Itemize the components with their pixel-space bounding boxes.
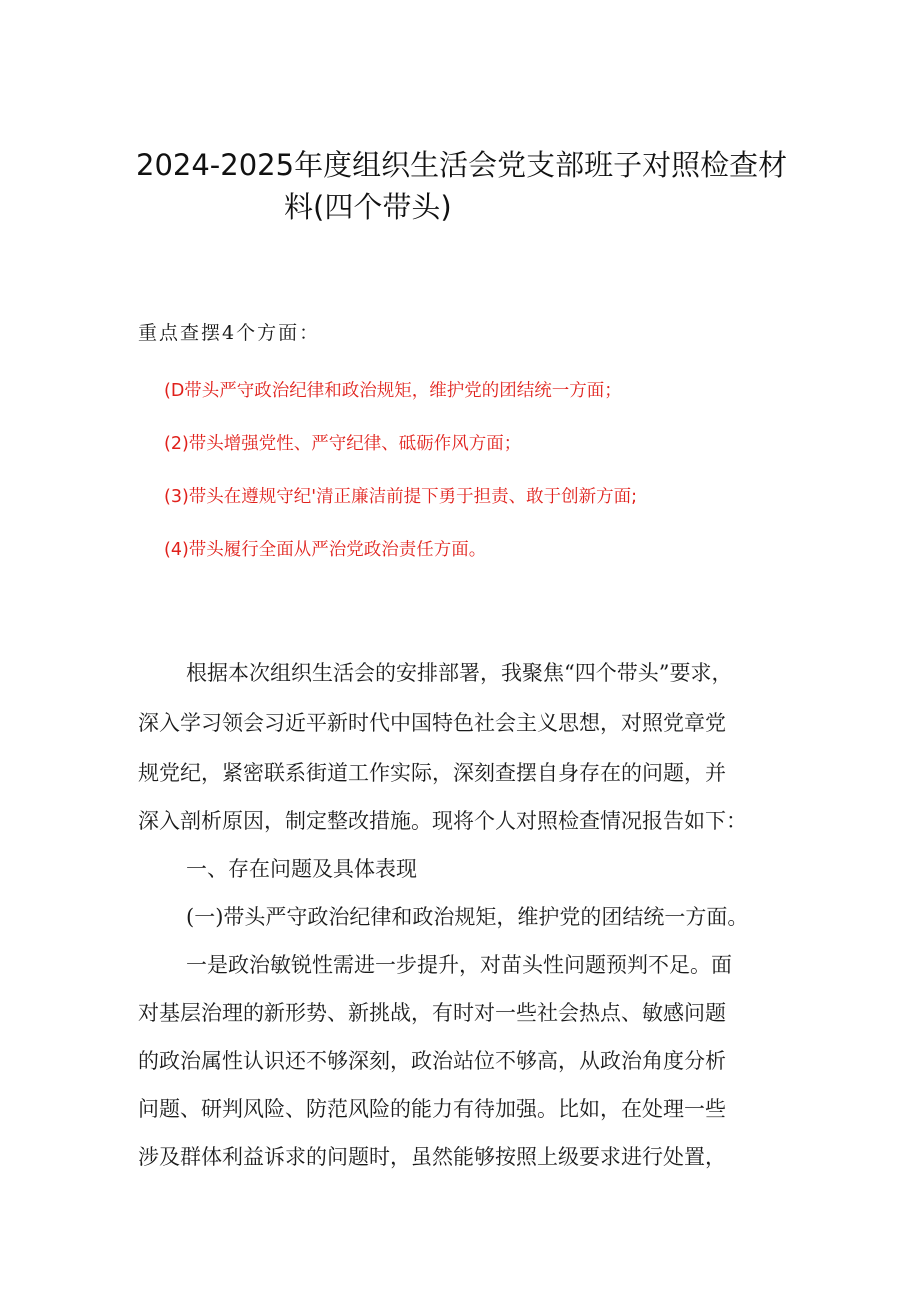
aspect-item-2: (2)带头增强党性、严守纪律、砥砺作风方面； bbox=[164, 434, 522, 454]
body-line-8: 对基层治理的新形势、新挑战，有时对一些社会热点、敏感问题 bbox=[138, 1001, 726, 1025]
focus-label: 重点查摆4个方面： bbox=[138, 322, 321, 344]
aspect-item-1: (D带头严守政治纪律和政治规矩，维护党的团结统一方面； bbox=[164, 381, 622, 401]
body-line-1: 根据本次组织生活会的安排部署，我聚焦“四个带头”要求， bbox=[186, 661, 733, 685]
body-line-4: 深入剖析原因，制定整改措施。现将个人对照检查情况报告如下： bbox=[138, 809, 747, 833]
section-heading: 一、存在问题及具体表现 bbox=[186, 857, 417, 881]
body-line-10: 问题、研判风险、防范风险的能力有待加强。比如，在处理一些 bbox=[138, 1097, 726, 1121]
subsection-heading: (一)带头严守政治纪律和政治规矩，维护党的团结统一方面。 bbox=[186, 905, 749, 929]
aspect-item-3: (3)带头在遵规守纪'清正廉洁前提下勇于担责、敢于创新方面; bbox=[164, 487, 637, 507]
body-line-3: 规党纪，紧密联系街道工作实际，深刻查摆自身存在的问题，并 bbox=[138, 761, 726, 785]
body-line-9: 的政治属性认识还不够深刻，政治站位不够高，从政治角度分析 bbox=[138, 1049, 726, 1073]
aspect-item-4: (4)带头履行全面从严治党政治责任方面。 bbox=[164, 540, 487, 560]
body-line-7: 一是政治敏锐性需进一步提升，对苗头性问题预判不足。面 bbox=[186, 953, 732, 977]
document-title-line-1: 2024-2025年度组织生活会党支部班子对照检查材 bbox=[136, 148, 788, 182]
body-line-2: 深入学习领会习近平新时代中国特色社会主义思想，对照党章党 bbox=[138, 711, 726, 735]
document-title-line-2: 料(四个带头) bbox=[284, 190, 452, 224]
body-line-11: 涉及群体利益诉求的问题时，虽然能够按照上级要求进行处置， bbox=[138, 1145, 726, 1169]
